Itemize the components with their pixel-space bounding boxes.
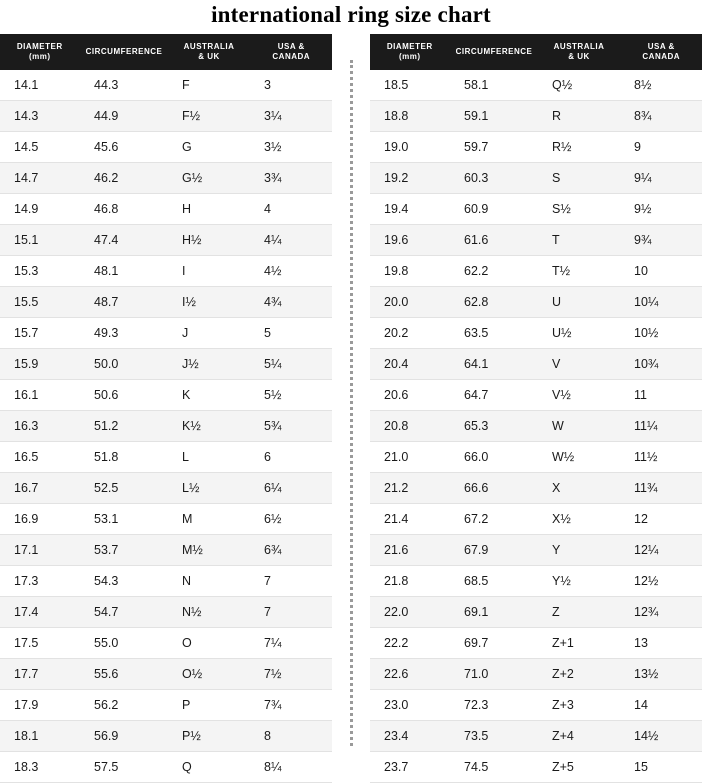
cell-australia-uk: U½ (538, 318, 620, 349)
cell-australia-uk: V (538, 349, 620, 380)
cell-diameter: 14.5 (0, 132, 80, 163)
cell-usa-canada: 12¼ (620, 535, 702, 566)
cell-usa-canada: 3 (250, 70, 332, 101)
header-line-2: & UK (568, 52, 590, 61)
cell-australia-uk: O (168, 628, 250, 659)
table-row (0, 163, 332, 194)
right-table-header (370, 34, 702, 70)
cell-circumference: 53.1 (80, 504, 168, 535)
cell-australia-uk: M (168, 504, 250, 535)
table-row (0, 287, 332, 318)
table-row (0, 132, 332, 163)
cell-australia-uk: S (538, 163, 620, 194)
cell-circumference: 44.9 (80, 101, 168, 132)
cell-australia-uk: X (538, 473, 620, 504)
cell-circumference: 64.1 (450, 349, 538, 380)
table-row (370, 442, 702, 473)
cell-circumference: 51.8 (80, 442, 168, 473)
cell-diameter: 21.6 (370, 535, 450, 566)
header-line-1: DIAMETER (16, 42, 63, 51)
cell-usa-canada: 14½ (620, 721, 702, 752)
table-row (0, 225, 332, 256)
table-row (370, 380, 702, 411)
cell-usa-canada: 8¾ (620, 101, 702, 132)
table-row (370, 163, 702, 194)
cell-usa-canada: 7¼ (250, 628, 332, 659)
cell-diameter: 16.5 (0, 442, 80, 473)
cell-australia-uk: T (538, 225, 620, 256)
cell-circumference: 55.6 (80, 659, 168, 690)
cell-circumference: 67.2 (450, 504, 538, 535)
column-header-usa-canada (250, 34, 332, 70)
table-row (370, 628, 702, 659)
cell-circumference: 61.6 (450, 225, 538, 256)
cell-australia-uk: Z (538, 597, 620, 628)
cell-circumference: 66.0 (450, 442, 538, 473)
right-table-body (370, 70, 702, 783)
cell-circumference: 68.5 (450, 566, 538, 597)
cell-diameter: 15.3 (0, 256, 80, 287)
cell-australia-uk: Z+4 (538, 721, 620, 752)
cell-circumference: 54.7 (80, 597, 168, 628)
cell-circumference: 57.5 (80, 752, 168, 783)
cell-circumference: 46.8 (80, 194, 168, 225)
cell-usa-canada: 11¾ (620, 473, 702, 504)
cell-usa-canada: 4½ (250, 256, 332, 287)
cell-usa-canada: 3¼ (250, 101, 332, 132)
cell-circumference: 52.5 (80, 473, 168, 504)
cell-diameter: 16.7 (0, 473, 80, 504)
cell-circumference: 56.2 (80, 690, 168, 721)
cell-circumference: 51.2 (80, 411, 168, 442)
cell-australia-uk: Z+5 (538, 752, 620, 783)
cell-diameter: 17.1 (0, 535, 80, 566)
cell-australia-uk: J½ (168, 349, 250, 380)
table-row (0, 318, 332, 349)
cell-usa-canada: 8¼ (250, 752, 332, 783)
cell-diameter: 21.4 (370, 504, 450, 535)
cell-australia-uk: Y (538, 535, 620, 566)
header-row (370, 34, 702, 70)
table-row (370, 287, 702, 318)
cell-diameter: 15.5 (0, 287, 80, 318)
column-header-circumference (450, 34, 538, 70)
table-row (0, 535, 332, 566)
cell-usa-canada: 6¼ (250, 473, 332, 504)
left-table-body (0, 70, 332, 783)
right-table-wrapper (370, 34, 702, 783)
cell-australia-uk: I½ (168, 287, 250, 318)
header-line-1: AUSTRALIA (553, 42, 605, 51)
cell-circumference: 74.5 (450, 752, 538, 783)
cell-usa-canada: 8 (250, 721, 332, 752)
cell-australia-uk: Q½ (538, 70, 620, 101)
page-title: international ring size chart (211, 2, 491, 27)
column-header-australia-uk (168, 34, 250, 70)
header-line-2: CANADA (642, 52, 681, 61)
cell-australia-uk: Z+1 (538, 628, 620, 659)
table-row (0, 101, 332, 132)
cell-diameter: 21.0 (370, 442, 450, 473)
table-row (0, 690, 332, 721)
cell-diameter: 18.1 (0, 721, 80, 752)
table-row (370, 752, 702, 783)
dotted-line (350, 60, 353, 746)
cell-australia-uk: H½ (168, 225, 250, 256)
header-line-1: USA & (277, 42, 305, 51)
ring-size-table-left (0, 34, 332, 783)
cell-usa-canada: 3¾ (250, 163, 332, 194)
cell-circumference: 69.7 (450, 628, 538, 659)
cell-circumference: 49.3 (80, 318, 168, 349)
cell-diameter: 18.3 (0, 752, 80, 783)
cell-usa-canada: 5 (250, 318, 332, 349)
cell-usa-canada: 6¾ (250, 535, 332, 566)
cell-usa-canada: 9¼ (620, 163, 702, 194)
header-line-1: AUSTRALIA (183, 42, 235, 51)
cell-usa-canada: 10 (620, 256, 702, 287)
cell-circumference: 67.9 (450, 535, 538, 566)
cell-circumference: 65.3 (450, 411, 538, 442)
cell-usa-canada: 7¾ (250, 690, 332, 721)
cell-australia-uk: R½ (538, 132, 620, 163)
left-table-header (0, 34, 332, 70)
cell-diameter: 23.0 (370, 690, 450, 721)
cell-australia-uk: N½ (168, 597, 250, 628)
cell-circumference: 69.1 (450, 597, 538, 628)
cell-usa-canada: 15 (620, 752, 702, 783)
cell-australia-uk: M½ (168, 535, 250, 566)
cell-circumference: 73.5 (450, 721, 538, 752)
table-row (0, 442, 332, 473)
cell-usa-canada: 12¾ (620, 597, 702, 628)
cell-diameter: 21.2 (370, 473, 450, 504)
table-row (0, 411, 332, 442)
cell-diameter: 21.8 (370, 566, 450, 597)
cell-australia-uk: Y½ (538, 566, 620, 597)
table-row (370, 659, 702, 690)
cell-australia-uk: Z+3 (538, 690, 620, 721)
cell-usa-canada: 13½ (620, 659, 702, 690)
cell-circumference: 53.7 (80, 535, 168, 566)
cell-diameter: 16.9 (0, 504, 80, 535)
cell-usa-canada: 14 (620, 690, 702, 721)
table-row (370, 504, 702, 535)
vertical-dotted-divider (332, 34, 370, 783)
cell-australia-uk: S½ (538, 194, 620, 225)
header-line-1: USA & (647, 42, 675, 51)
cell-usa-canada: 7½ (250, 659, 332, 690)
header-line-2: (mm) (398, 52, 421, 61)
cell-australia-uk: Q (168, 752, 250, 783)
header-line-2: CANADA (272, 52, 311, 61)
table-row (0, 628, 332, 659)
cell-circumference: 46.2 (80, 163, 168, 194)
cell-diameter: 23.4 (370, 721, 450, 752)
cell-circumference: 55.0 (80, 628, 168, 659)
table-row (0, 256, 332, 287)
cell-usa-canada: 12½ (620, 566, 702, 597)
table-row (0, 380, 332, 411)
cell-circumference: 60.9 (450, 194, 538, 225)
cell-circumference: 63.5 (450, 318, 538, 349)
cell-circumference: 66.6 (450, 473, 538, 504)
cell-australia-uk: R (538, 101, 620, 132)
table-row (370, 132, 702, 163)
cell-circumference: 64.7 (450, 380, 538, 411)
table-row (0, 597, 332, 628)
cell-diameter: 22.6 (370, 659, 450, 690)
cell-usa-canada: 7 (250, 597, 332, 628)
cell-circumference: 47.4 (80, 225, 168, 256)
cell-usa-canada: 6 (250, 442, 332, 473)
cell-diameter: 20.0 (370, 287, 450, 318)
column-header-diameter (0, 34, 80, 70)
cell-circumference: 48.7 (80, 287, 168, 318)
cell-diameter: 18.8 (370, 101, 450, 132)
table-row (370, 225, 702, 256)
cell-diameter: 14.7 (0, 163, 80, 194)
cell-australia-uk: P½ (168, 721, 250, 752)
cell-usa-canada: 11 (620, 380, 702, 411)
cell-usa-canada: 12 (620, 504, 702, 535)
cell-usa-canada: 9¾ (620, 225, 702, 256)
cell-diameter: 16.3 (0, 411, 80, 442)
cell-circumference: 62.2 (450, 256, 538, 287)
header-line-2: & UK (198, 52, 220, 61)
header-line-1: CIRCUMFERENCE (455, 47, 533, 56)
cell-diameter: 19.0 (370, 132, 450, 163)
cell-diameter: 22.2 (370, 628, 450, 659)
cell-australia-uk: P (168, 690, 250, 721)
cell-australia-uk: U (538, 287, 620, 318)
table-row (0, 659, 332, 690)
cell-usa-canada: 13 (620, 628, 702, 659)
cell-diameter: 14.9 (0, 194, 80, 225)
cell-diameter: 19.2 (370, 163, 450, 194)
cell-australia-uk: K½ (168, 411, 250, 442)
table-row (0, 566, 332, 597)
cell-diameter: 14.1 (0, 70, 80, 101)
cell-australia-uk: K (168, 380, 250, 411)
cell-australia-uk: Z+2 (538, 659, 620, 690)
table-row (370, 535, 702, 566)
cell-circumference: 58.1 (450, 70, 538, 101)
table-row (370, 256, 702, 287)
cell-circumference: 44.3 (80, 70, 168, 101)
cell-australia-uk: W½ (538, 442, 620, 473)
cell-diameter: 14.3 (0, 101, 80, 132)
header-line-2: (mm) (28, 52, 51, 61)
cell-diameter: 17.7 (0, 659, 80, 690)
cell-diameter: 15.7 (0, 318, 80, 349)
cell-circumference: 45.6 (80, 132, 168, 163)
table-row (370, 318, 702, 349)
cell-diameter: 19.8 (370, 256, 450, 287)
cell-usa-canada: 8½ (620, 70, 702, 101)
cell-australia-uk: L½ (168, 473, 250, 504)
cell-usa-canada: 10¾ (620, 349, 702, 380)
cell-diameter: 19.4 (370, 194, 450, 225)
column-header-usa-canada (620, 34, 702, 70)
cell-australia-uk: W (538, 411, 620, 442)
header-line-1: DIAMETER (386, 42, 433, 51)
cell-diameter: 15.9 (0, 349, 80, 380)
tables-container (0, 34, 702, 783)
table-row (370, 566, 702, 597)
cell-circumference: 59.7 (450, 132, 538, 163)
cell-australia-uk: G½ (168, 163, 250, 194)
cell-diameter: 23.7 (370, 752, 450, 783)
cell-diameter: 20.2 (370, 318, 450, 349)
cell-australia-uk: F½ (168, 101, 250, 132)
cell-circumference: 62.8 (450, 287, 538, 318)
cell-australia-uk: X½ (538, 504, 620, 535)
header-row (0, 34, 332, 70)
cell-australia-uk: F (168, 70, 250, 101)
cell-australia-uk: J (168, 318, 250, 349)
cell-circumference: 54.3 (80, 566, 168, 597)
cell-circumference: 59.1 (450, 101, 538, 132)
cell-usa-canada: 4 (250, 194, 332, 225)
cell-australia-uk: L (168, 442, 250, 473)
left-table-wrapper (0, 34, 332, 783)
cell-circumference: 48.1 (80, 256, 168, 287)
cell-usa-canada: 7 (250, 566, 332, 597)
cell-circumference: 71.0 (450, 659, 538, 690)
cell-usa-canada: 4¼ (250, 225, 332, 256)
cell-usa-canada: 4¾ (250, 287, 332, 318)
cell-diameter: 16.1 (0, 380, 80, 411)
table-row (0, 349, 332, 380)
cell-usa-canada: 11½ (620, 442, 702, 473)
cell-circumference: 60.3 (450, 163, 538, 194)
cell-usa-canada: 3½ (250, 132, 332, 163)
column-header-diameter (370, 34, 450, 70)
cell-diameter: 17.4 (0, 597, 80, 628)
cell-diameter: 17.5 (0, 628, 80, 659)
cell-usa-canada: 11¼ (620, 411, 702, 442)
table-row (0, 194, 332, 225)
header-line-1: CIRCUMFERENCE (85, 47, 163, 56)
cell-australia-uk: I (168, 256, 250, 287)
table-row (370, 411, 702, 442)
table-row (0, 752, 332, 783)
table-row (370, 349, 702, 380)
cell-australia-uk: O½ (168, 659, 250, 690)
cell-usa-canada: 9½ (620, 194, 702, 225)
table-row (370, 194, 702, 225)
table-row (0, 473, 332, 504)
cell-diameter: 19.6 (370, 225, 450, 256)
cell-diameter: 20.6 (370, 380, 450, 411)
cell-usa-canada: 5¾ (250, 411, 332, 442)
cell-australia-uk: T½ (538, 256, 620, 287)
cell-usa-canada: 9 (620, 132, 702, 163)
cell-usa-canada: 5¼ (250, 349, 332, 380)
table-row (0, 70, 332, 101)
cell-usa-canada: 5½ (250, 380, 332, 411)
cell-australia-uk: V½ (538, 380, 620, 411)
cell-circumference: 50.6 (80, 380, 168, 411)
column-header-australia-uk (538, 34, 620, 70)
cell-circumference: 50.0 (80, 349, 168, 380)
cell-usa-canada: 10½ (620, 318, 702, 349)
cell-usa-canada: 10¼ (620, 287, 702, 318)
ring-size-table-right (370, 34, 702, 783)
table-row (370, 101, 702, 132)
table-row (370, 597, 702, 628)
cell-australia-uk: H (168, 194, 250, 225)
cell-usa-canada: 6½ (250, 504, 332, 535)
table-row (370, 473, 702, 504)
cell-australia-uk: N (168, 566, 250, 597)
column-header-circumference (80, 34, 168, 70)
cell-diameter: 18.5 (370, 70, 450, 101)
cell-circumference: 72.3 (450, 690, 538, 721)
cell-australia-uk: G (168, 132, 250, 163)
cell-diameter: 17.9 (0, 690, 80, 721)
cell-diameter: 20.8 (370, 411, 450, 442)
cell-diameter: 20.4 (370, 349, 450, 380)
cell-diameter: 22.0 (370, 597, 450, 628)
table-row (370, 690, 702, 721)
cell-circumference: 56.9 (80, 721, 168, 752)
table-row (370, 70, 702, 101)
cell-diameter: 15.1 (0, 225, 80, 256)
table-row (0, 504, 332, 535)
cell-diameter: 17.3 (0, 566, 80, 597)
